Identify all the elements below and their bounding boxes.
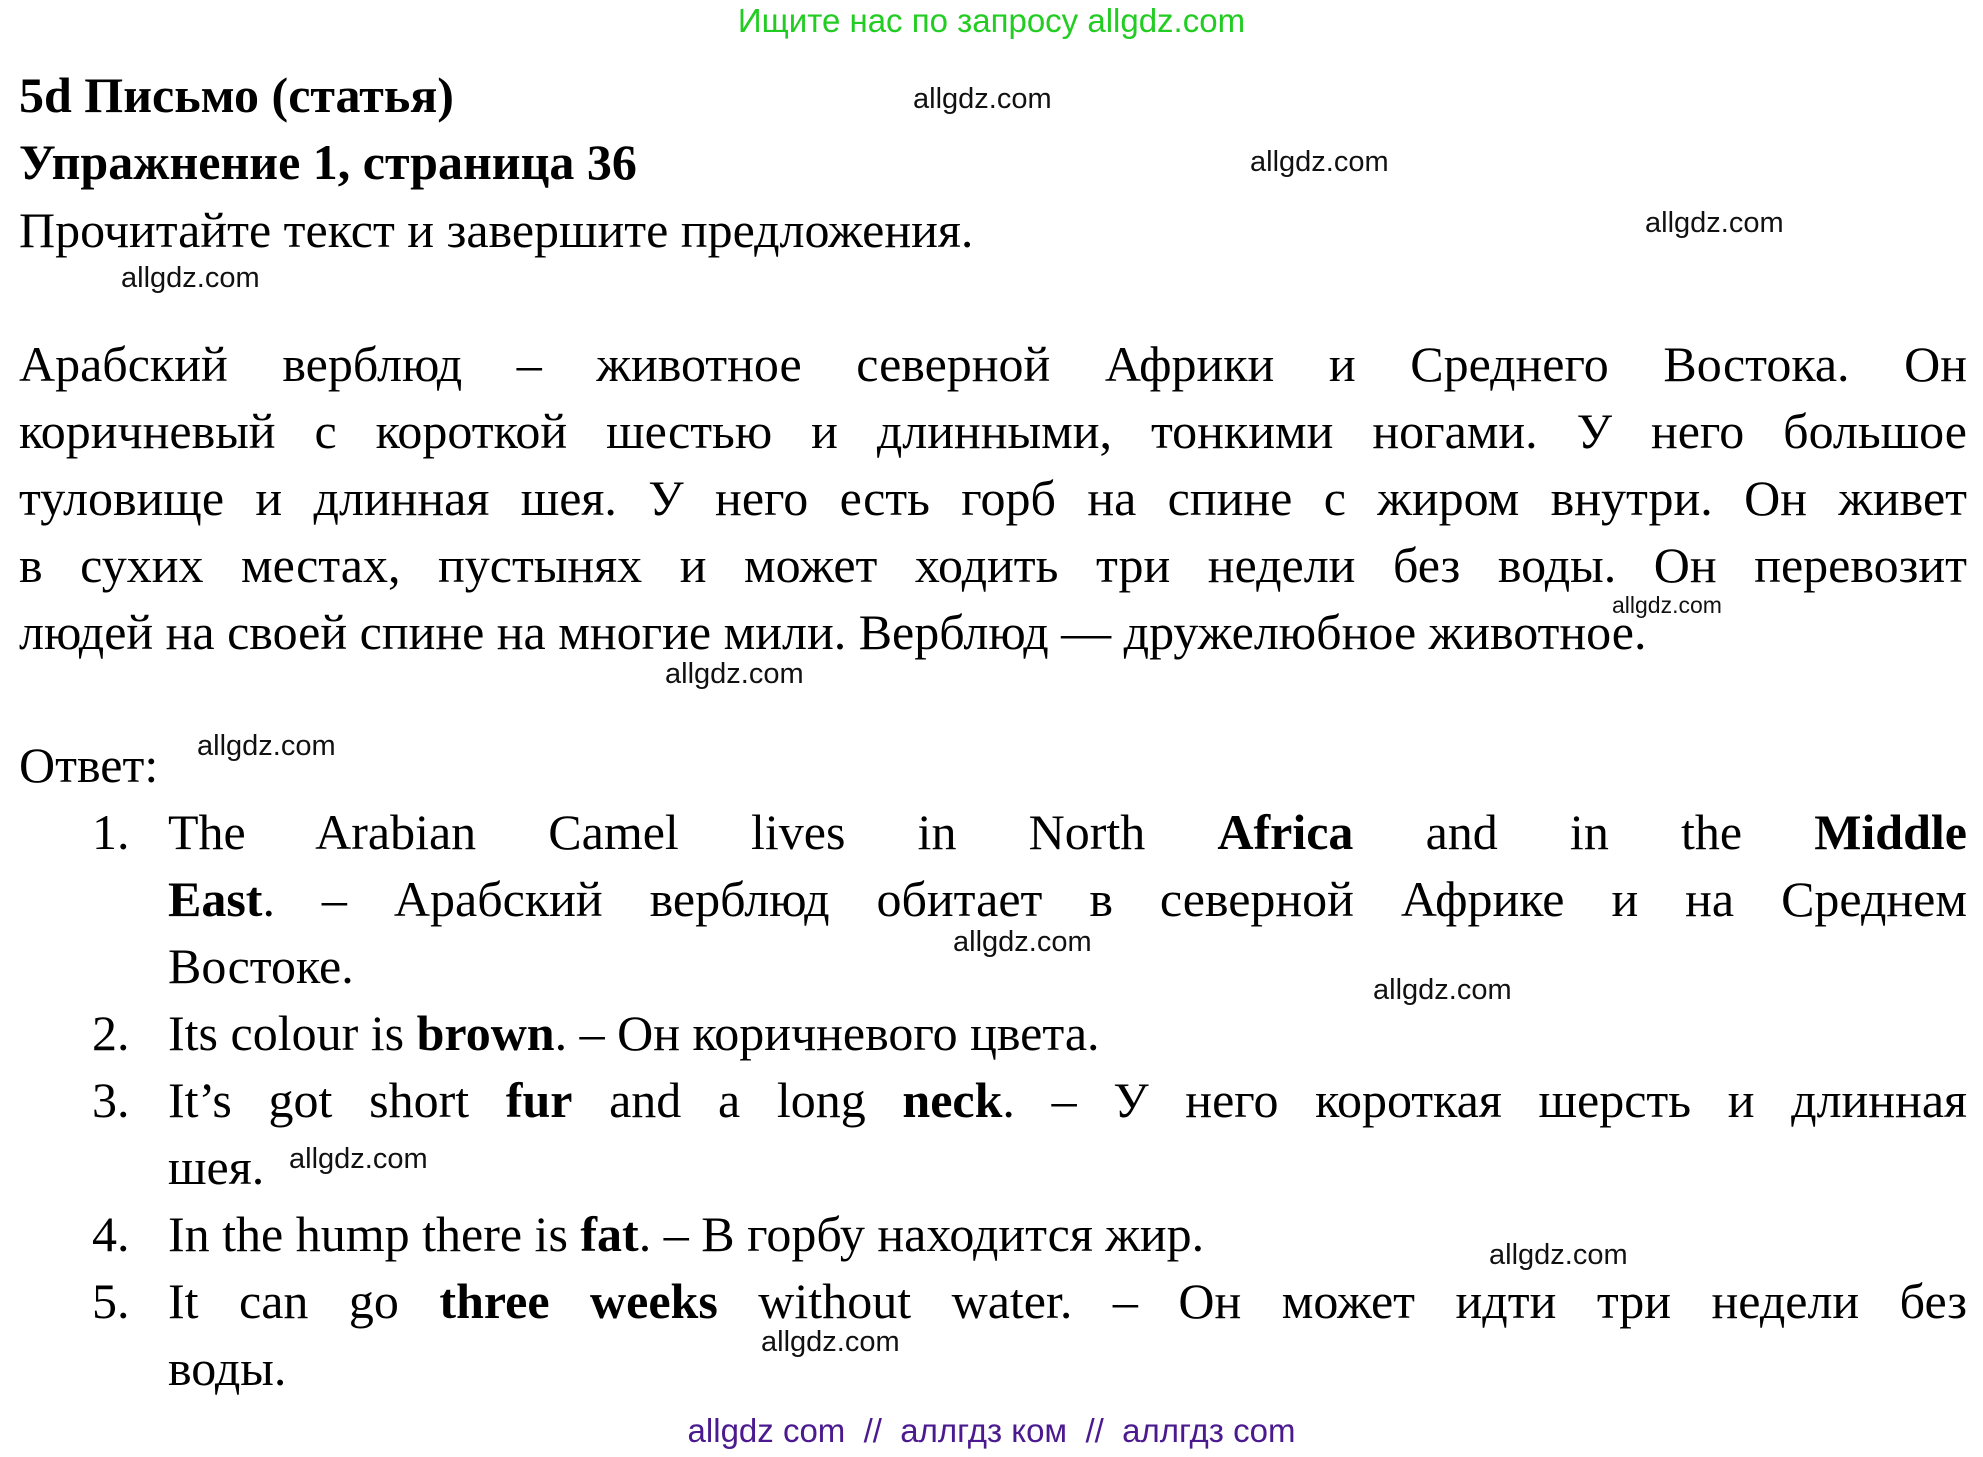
- answer-keyword: Middle: [1814, 804, 1967, 860]
- answer-keyword: brown: [416, 1005, 555, 1061]
- watermark: allgdz.com: [289, 1143, 428, 1175]
- watermark: allgdz.com: [913, 83, 1052, 115]
- answer-text: In the hump there is: [168, 1206, 581, 1262]
- answer-line: [168, 869, 1967, 929]
- footer-links: allgdz com // аллгдз ком // аллгдз com: [687, 1412, 1296, 1449]
- watermark: allgdz.com: [121, 262, 260, 294]
- answer-text: and a long: [572, 1072, 903, 1128]
- answer-number: 3.: [92, 1072, 130, 1128]
- paragraph-line: туловище и длинная шея. У него есть горб на спине с жиром внутри. Он живет: [19, 470, 1967, 526]
- watermark: allgdz.com: [197, 730, 336, 762]
- answer-keyword: fat: [580, 1206, 639, 1262]
- answer-keyword: fur: [505, 1072, 573, 1128]
- answer-text: шея.: [168, 1139, 265, 1195]
- answer-number: 4.: [92, 1206, 130, 1262]
- watermark: allgdz.com: [1645, 207, 1784, 239]
- answer-number: 5.: [92, 1273, 130, 1329]
- answer-keyword: East: [168, 871, 263, 927]
- exercise-heading: Упражнение 1, страница 36: [19, 134, 637, 190]
- answer-text: It’s got short: [168, 1072, 506, 1128]
- answer-text: The Arabian Camel lives in North: [168, 804, 1218, 860]
- answer-keyword: neck: [902, 1072, 1003, 1128]
- watermark: allgdz.com: [761, 1326, 900, 1358]
- paragraph-line: коричневый с короткой шестью и длинными, тонкими ногами. У него большое: [19, 403, 1967, 459]
- answer-line: [168, 1271, 1967, 1331]
- answer-text: . – Он коричневого цвета.: [554, 1005, 1100, 1061]
- answer-text: without water. – Он может идти три недели без: [717, 1273, 1967, 1329]
- answer-text: . – В горбу находится жир.: [638, 1206, 1205, 1262]
- watermark: allgdz.com: [1373, 974, 1512, 1006]
- answer-text: It can go: [168, 1273, 440, 1329]
- answer-line: [168, 1338, 1967, 1398]
- paragraph-line: людей на своей спине на многие мили. Верблюд — дружелюбное животное.: [19, 604, 1647, 660]
- answer-line: [168, 1003, 1967, 1063]
- watermark: allgdz.com: [1612, 592, 1722, 618]
- paragraph-line: Арабский верблюд – животное северной Африки и Среднего Востока. Он: [19, 336, 1967, 392]
- watermark: allgdz.com: [1250, 146, 1389, 178]
- answer-number: 1.: [92, 804, 130, 860]
- answer-keyword: Africa: [1217, 804, 1354, 860]
- answer-text: воды.: [168, 1340, 287, 1396]
- answer-line: [168, 1137, 1967, 1197]
- instruction: Прочитайте текст и завершите предложения.: [19, 202, 974, 258]
- answer-text: . – У него короткая шерсть и длинная: [1002, 1072, 1968, 1128]
- answer-text: Its colour is: [168, 1005, 417, 1061]
- search-banner: Ищите нас по запросу allgdz.com: [737, 2, 1246, 39]
- answer-line: [168, 1070, 1967, 1130]
- watermark: allgdz.com: [665, 658, 804, 690]
- answer-text: Востоке.: [168, 938, 354, 994]
- answer-line: [168, 1204, 1967, 1264]
- answer-keyword: three weeks: [439, 1273, 718, 1329]
- section-title: 5d Письмо (статья): [19, 67, 454, 123]
- answer-line: [168, 802, 1967, 862]
- answer-label: Ответ:: [19, 737, 159, 793]
- answer-text: and in the: [1353, 804, 1815, 860]
- watermark: allgdz.com: [953, 926, 1092, 958]
- answer-text: . – Арабский верблюд обитает в северной Африке и на Среднем: [262, 871, 1967, 927]
- answer-number: 2.: [92, 1005, 130, 1061]
- paragraph-line: в сухих местах, пустынях и может ходить три недели без воды. Он перевозит: [19, 537, 1967, 593]
- watermark: allgdz.com: [1489, 1239, 1628, 1271]
